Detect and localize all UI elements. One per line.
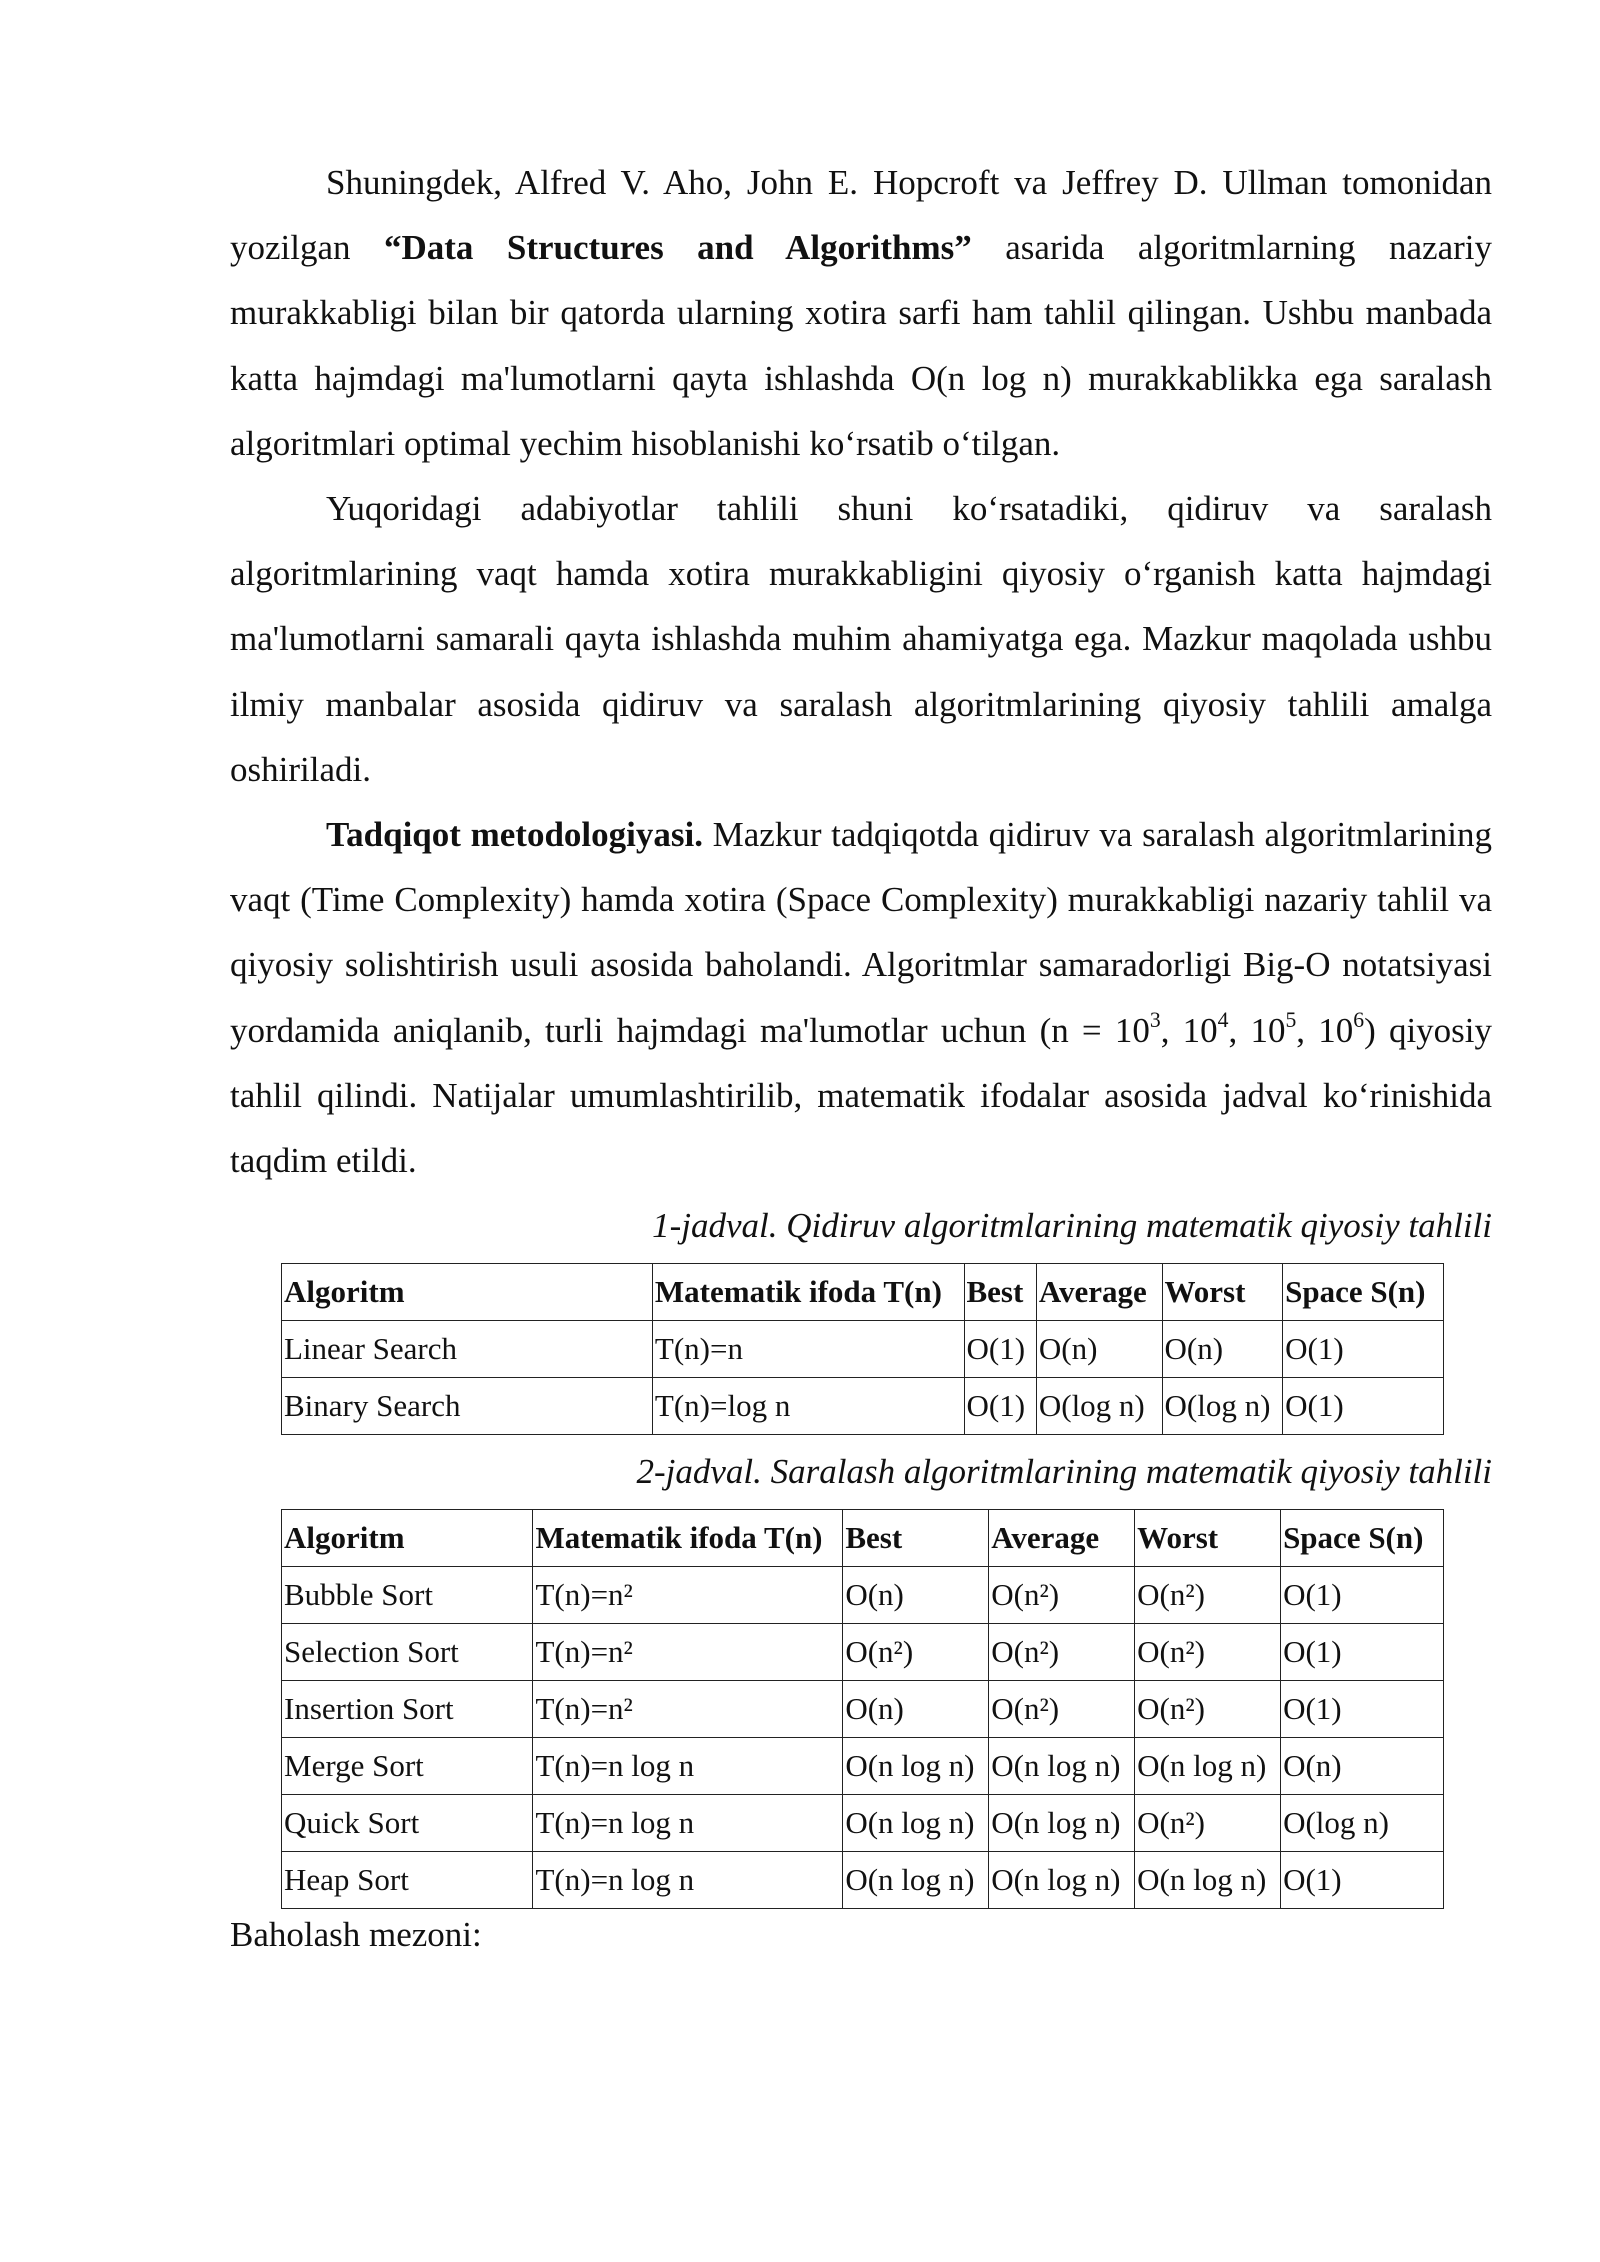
table-cell: O(n log n) <box>843 1738 989 1795</box>
paragraph-text: ) qiyosiy tahlil qilindi. Natijalar umumlashtirilib, matematik ifodalar asosida jadval ko‘rinishida taqdim etildi. <box>230 1010 1493 1181</box>
table-cell: Heap Sort <box>282 1852 533 1909</box>
table-cell: O(n log n) <box>843 1852 989 1909</box>
table1-caption: 1-jadval. Qidiruv algoritmlarining matematik qiyosiy tahlili <box>652 1206 1492 1246</box>
header-cell: Best <box>843 1510 989 1567</box>
table-cell: O(n²) <box>989 1624 1135 1681</box>
table-cell: O(log n) <box>1036 1378 1162 1435</box>
table-row <box>282 1852 1444 1909</box>
table-cell: O(1) <box>1281 1567 1444 1624</box>
table2-caption: 2-jadval. Saralash algoritmlarining matematik qiyosiy tahlili <box>636 1452 1492 1492</box>
table-cell: T(n)=n² <box>533 1681 843 1738</box>
table-cell: O(n²) <box>989 1681 1135 1738</box>
table-cell: Selection Sort <box>282 1624 533 1681</box>
header-cell: Space S(n) <box>1281 1510 1444 1567</box>
table-row <box>282 1795 1444 1852</box>
table-row <box>282 1321 1444 1378</box>
table-cell: O(n²) <box>1135 1624 1281 1681</box>
section-heading: Tadqiqot metodologiyasi. <box>326 815 703 855</box>
table-header-row <box>282 1510 1444 1567</box>
table-cell: Merge Sort <box>282 1738 533 1795</box>
header-cell: Matematik ifoda T(n) <box>533 1510 843 1567</box>
table-row <box>282 1738 1444 1795</box>
power-3: $10^5$ <box>1250 1007 1297 1050</box>
table-cell: O(1) <box>1283 1378 1444 1435</box>
paragraph-text: Mazkur tadqiqotda qidiruv va saralash algoritmlarining vaqt (Time Complexity) hamda xotira (Space Complexity) murakkabligi nazariy tahlil va qiyosiy solishtirish usuli asosida baholandi. Algoritmlar samaradorligi Big-O notatsiyasi yordamida aniqlanib, turli hajmdagi ma'lumotlar uchun (n = <box>230 815 1492 1050</box>
table-cell: Binary Search <box>282 1378 653 1435</box>
power-2: $10^4$ <box>1182 1007 1229 1050</box>
table-cell: O(1) <box>1281 1852 1444 1909</box>
evaluation-criteria-label: Baholash mezoni: <box>230 1915 482 1955</box>
table-cell: O(1) <box>1283 1321 1444 1378</box>
table-cell: T(n)=log n <box>652 1378 964 1435</box>
power-4: $10^6$ <box>1318 1007 1365 1050</box>
table-cell: O(n log n) <box>1135 1852 1281 1909</box>
header-cell: Space S(n) <box>1283 1264 1444 1321</box>
table-cell: O(n log n) <box>989 1795 1135 1852</box>
table-cell: O(n log n) <box>843 1795 989 1852</box>
table-cell: O(n) <box>1036 1321 1162 1378</box>
table-cell: O(n log n) <box>989 1738 1135 1795</box>
table-row <box>282 1681 1444 1738</box>
table-cell: O(log n) <box>1281 1795 1444 1852</box>
table-row <box>282 1378 1444 1435</box>
table-cell: O(1) <box>964 1321 1036 1378</box>
table-header-row <box>282 1264 1444 1321</box>
table-cell: T(n)=n log n <box>533 1738 843 1795</box>
table-cell: T(n)=n² <box>533 1624 843 1681</box>
table-cell: T(n)=n log n <box>533 1795 843 1852</box>
search-algorithms-table <box>281 1263 1444 1435</box>
header-cell: Average <box>1036 1264 1162 1321</box>
power-1: $10^3$ <box>1114 1007 1161 1050</box>
table-cell: O(n²) <box>989 1567 1135 1624</box>
header-cell: Average <box>989 1510 1135 1567</box>
table-cell: O(n²) <box>1135 1795 1281 1852</box>
document-page <box>230 150 1492 1959</box>
header-cell: Algoritm <box>282 1510 533 1567</box>
table-row <box>282 1567 1444 1624</box>
table-cell: Bubble Sort <box>282 1567 533 1624</box>
paragraph-methodology: Tadqiqot metodologiyasi. Mazkur tadqiqotda qidiruv va saralash algoritmlarining vaqt (Time Complexity) hamda xotira (Space Complexity) murakkabligi nazariy tahlil va qiyosiy solishtirish usuli asosida baholandi. Algoritmlar samaradorligi Big-O notatsiyasi yordamida aniqlanib, turli hajmdagi ma'lumotlar uchun ($n = 10^3$, $10^4$, $10^5$, $10^6$) qiyosiy tahlil qilindi. Natijalar umumlashtirilib, matematik ifodalar asosida jadval ko‘rinishida taqdim etildi. <box>230 815 1493 1181</box>
paragraph-literature-summary: Yuqoridagi adabiyotlar tahlili shuni ko‘rsatadiki, qidiruv va saralash algoritmlarining vaqt hamda xotira murakkabligini qiyosiy o‘rganish katta hajmdagi ma'lumotlarni samarali qayta ishlashda muhim ahamiyatga ega. Mazkur maqolada ushbu ilmiy manbalar asosida qidiruv va saralash algoritmlarining qiyosiy tahlili amalga oshiriladi. <box>230 489 1492 789</box>
table-cell: O(1) <box>1281 1624 1444 1681</box>
header-cell: Worst <box>1135 1510 1281 1567</box>
table-cell: T(n)=n <box>652 1321 964 1378</box>
table-cell: T(n)=n² <box>533 1567 843 1624</box>
header-cell: Best <box>964 1264 1036 1321</box>
table-cell: O(n log n) <box>989 1852 1135 1909</box>
header-cell: Worst <box>1162 1264 1283 1321</box>
table-cell: O(1) <box>964 1378 1036 1435</box>
table-cell: Insertion Sort <box>282 1681 533 1738</box>
table-cell: O(n) <box>1162 1321 1283 1378</box>
header-cell: Algoritm <box>282 1264 653 1321</box>
table-cell: O(n) <box>843 1567 989 1624</box>
table-cell: T(n)=n log n <box>533 1852 843 1909</box>
table-cell: Linear Search <box>282 1321 653 1378</box>
table-cell: O(n) <box>843 1681 989 1738</box>
table-cell: O(n²) <box>1135 1567 1281 1624</box>
sorting-algorithms-table <box>281 1509 1444 1909</box>
table-cell: Quick Sort <box>282 1795 533 1852</box>
paragraph-text: Shuningdek, Alfred V. Aho, John E. Hopcroft va Jeffrey D. Ullman tomonidan yozilgan <box>230 163 1492 268</box>
book-title: “Data Structures and Algorithms” <box>383 228 972 268</box>
table-cell: O(n²) <box>843 1624 989 1681</box>
table-cell: O(n log n) <box>1135 1738 1281 1795</box>
paragraph-literature-aho <box>230 150 1492 476</box>
header-cell: Matematik ifoda T(n) <box>652 1264 964 1321</box>
table-cell: O(1) <box>1281 1681 1444 1738</box>
paragraph-text: asarida algoritmlarning nazariy murakkabligi bilan bir qatorda ularning xotira sarfi ham tahlil qilingan. Ushbu manbada katta hajmdagi ma'lumotlarni qayta ishlashda O(n log n) murakkablikka ega saralash algoritmlari optimal yechim hisoblanishi ko‘rsatib o‘tilgan. <box>230 228 1492 463</box>
table-cell: O(log n) <box>1162 1378 1283 1435</box>
table-cell: O(n²) <box>1135 1681 1281 1738</box>
table-cell: O(n) <box>1281 1738 1444 1795</box>
table-row <box>282 1624 1444 1681</box>
